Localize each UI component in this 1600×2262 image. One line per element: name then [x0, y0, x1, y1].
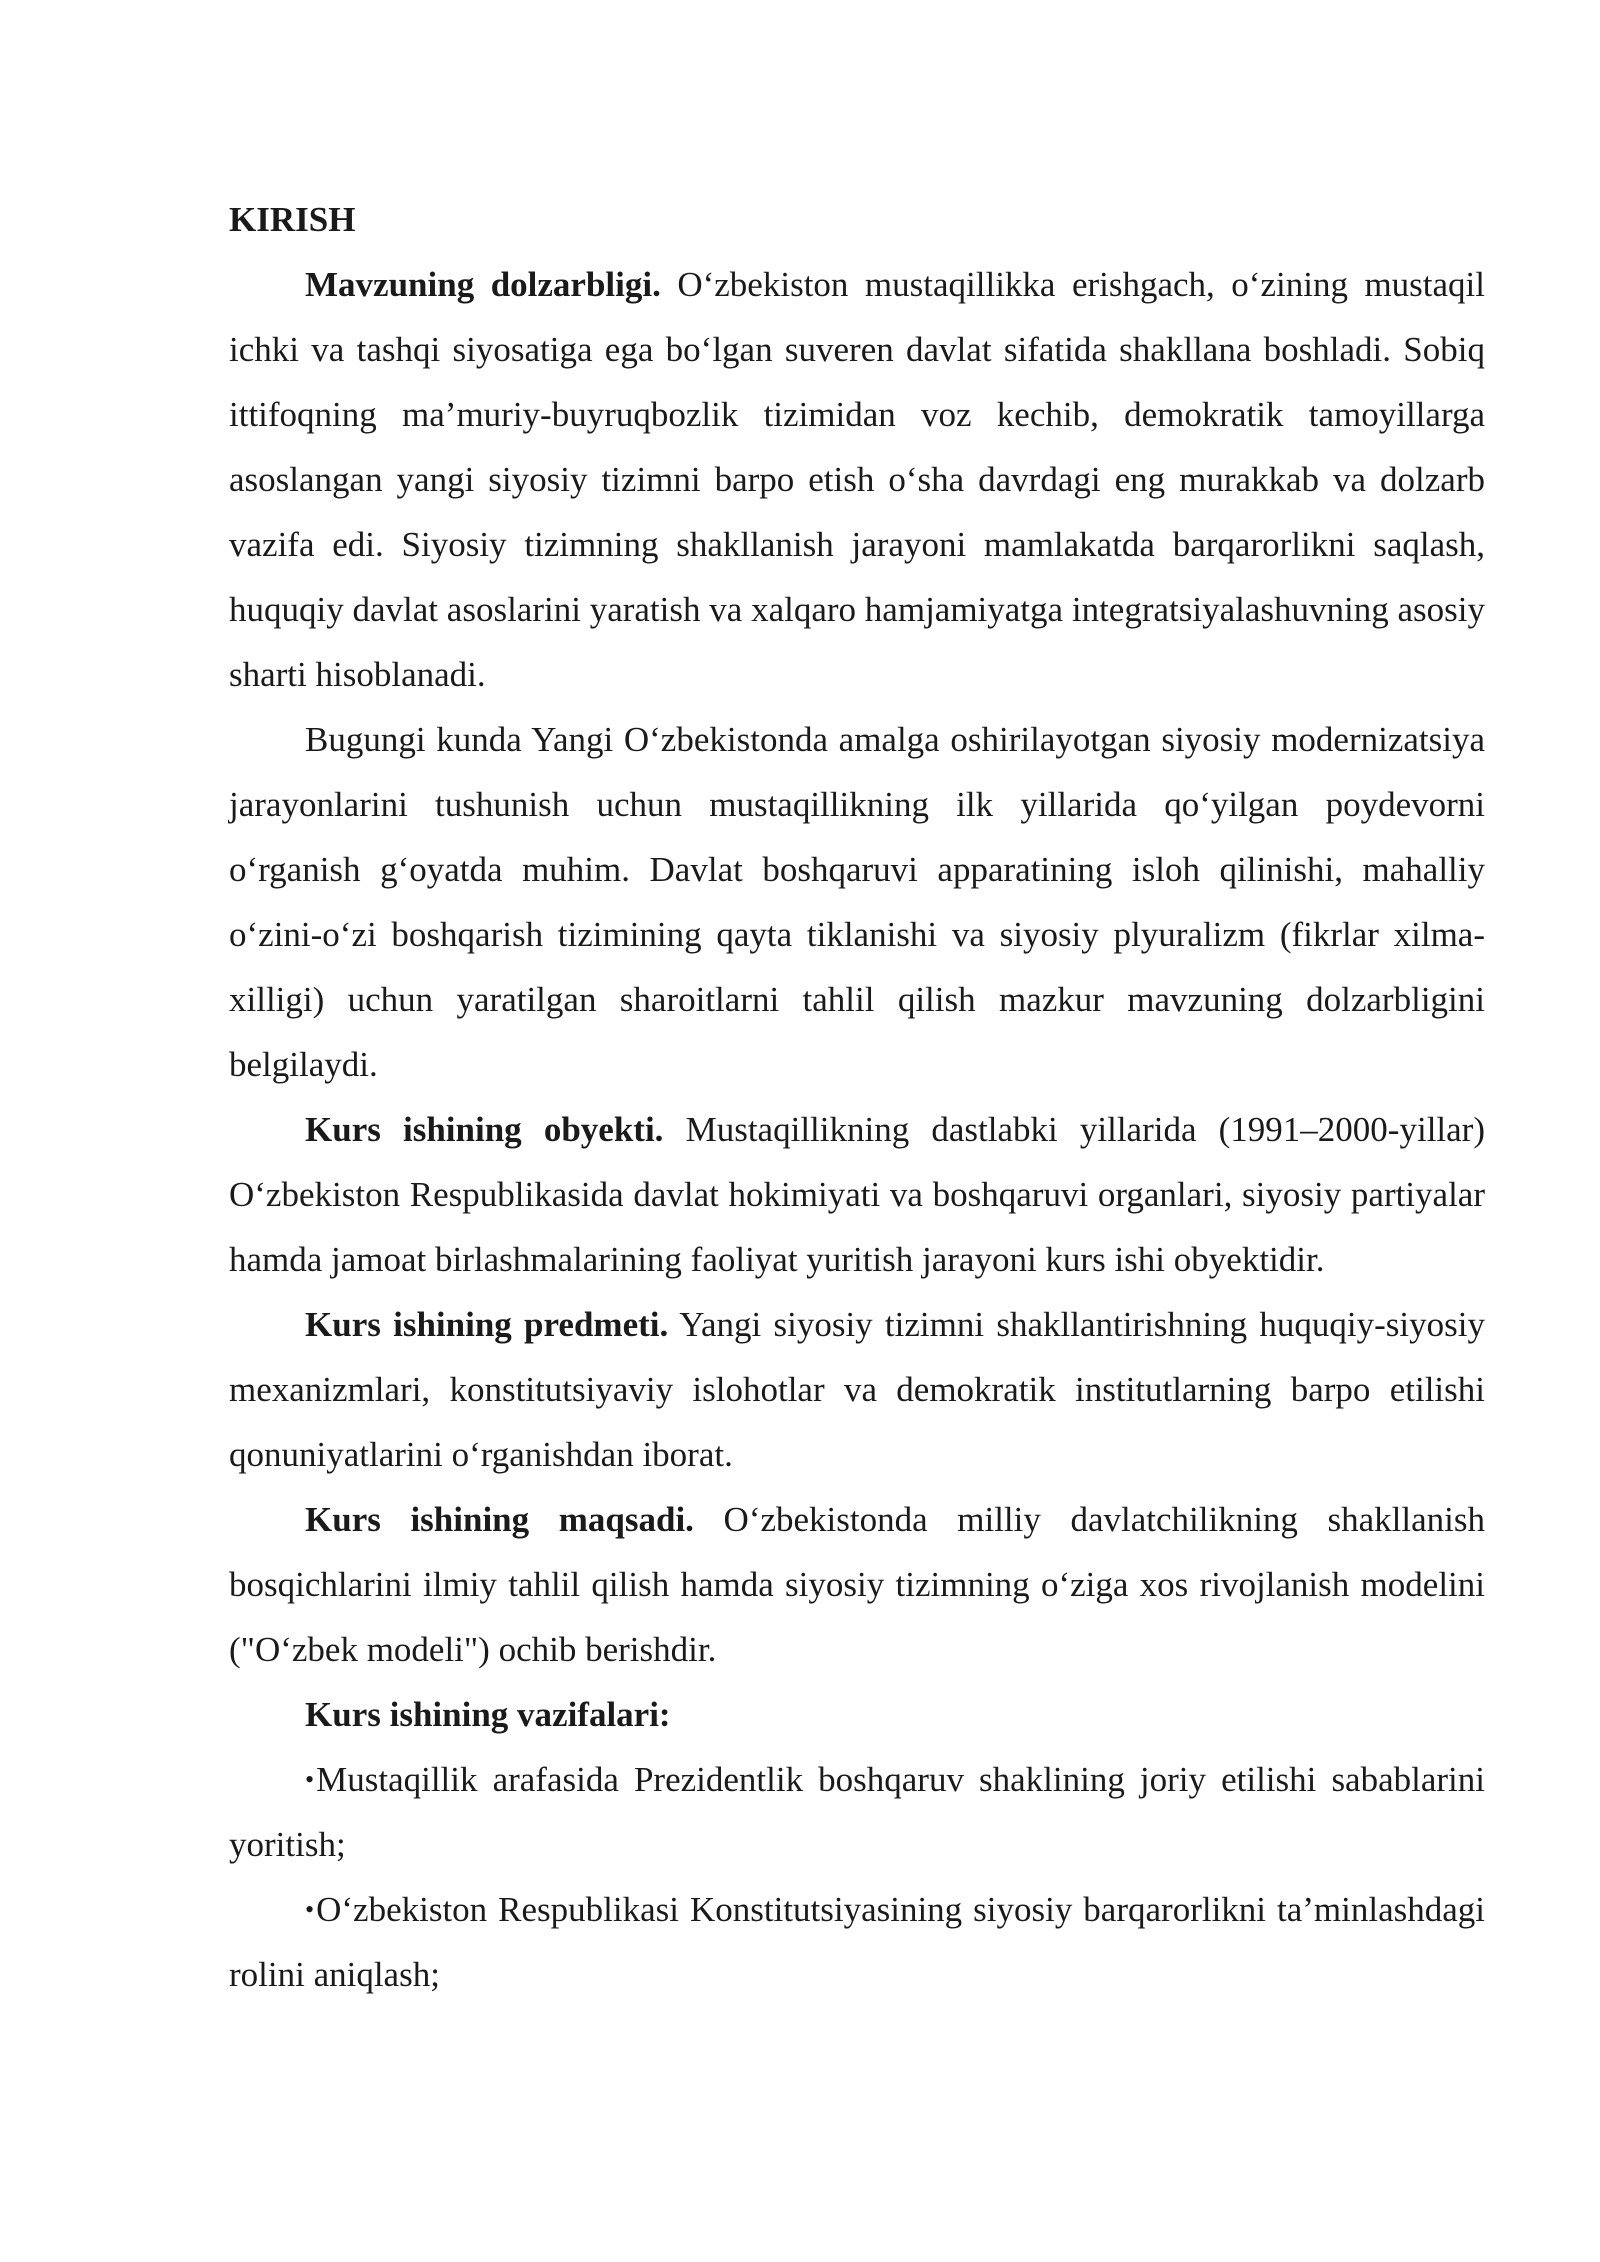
paragraph-text: O‘zbekiston mustaqillikka erishgach, o‘zining mustaqil ichki va tashqi siyosatiga ega bo‘lgan suveren davlat sifatida shakllana boshladi. Sobiq ittifoqning ma’muriy-buyruqbozlik tizimidan voz kechib, demokratik tamoyillarga asoslangan yangi siyosiy tizimni barpo etish o‘sha davrdagi eng murakkab va dolzarb vazifa edi. Siyosiy tizimning shakllanish jarayoni mamlakatda barqarorlikni saqlash, huquqiy davlat asoslarini yaratish va xalqaro hamjamiyatga integratsiyalashuvning asosiy sharti hisoblanadi.: [229, 265, 1485, 694]
task-item: [229, 1877, 1485, 2007]
paragraph-text: O‘zbekistonda milliy davlatchilikning shakllanish bosqichlarini ilmiy tahlil qilish hamda siyosiy tizimning o‘ziga xos rivojlanish modelini ("O‘zbek modeli") ochib berishdir.: [229, 1500, 1486, 1669]
document-body: [229, 187, 1485, 2007]
paragraph-goal: [229, 1487, 1485, 1682]
task-item: [229, 1747, 1485, 1877]
paragraph-today: [229, 707, 1485, 1097]
paragraph-relevance: [229, 252, 1485, 707]
section-heading: KIRISH: [229, 200, 356, 239]
paragraph-lead: Mavzuning dolzarbligi.: [305, 265, 661, 304]
bullet-icon: •: [305, 1895, 315, 1924]
task-item-text: O‘zbekiston Respublikasi Konstitutsiyasining siyosiy barqarorlikni ta’minlashdagi rolini aniqlash;: [229, 1890, 1485, 1994]
paragraph-lead: Kurs ishining predmeti.: [305, 1305, 669, 1344]
paragraph-text: Bugungi kunda Yangi O‘zbekistonda amalga oshirilayotgan siyosiy modernizatsiya jarayonlarini tushunish uchun mustaqillikning ilk yillarida qo‘yilgan poydevorni o‘rganish g‘oyatda muhim. Davlat boshqaruvi apparatining isloh qilinishi, mahalliy o‘zini-o‘zi boshqarish tizimining qayta tiklanishi va siyosiy plyuralizm (fikrlar xilma-xilligi) uchun yaratilgan sharoitlarni tahlil qilish mazkur mavzuning dolzarbligini belgilaydi.: [229, 720, 1485, 1084]
task-item-text: Mustaqillik arafasida Prezidentlik boshqaruv shaklining joriy etilishi sabablarini yoritish;: [229, 1760, 1485, 1864]
paragraph-lead: Kurs ishining maqsadi.: [305, 1500, 694, 1539]
bullet-icon: •: [305, 1765, 315, 1794]
paragraph-text: Yangi siyosiy tizimni shakllantirishning huquqiy-siyosiy mexanizmlari, konstitutsiyaviy islohotlar va demokratik institutlarning barpo etilishi qonuniyatlarini o‘rganishdan iborat.: [229, 1305, 1485, 1474]
tasks-title: Kurs ishining vazifalari:: [305, 1695, 671, 1734]
paragraph-subject: [229, 1292, 1485, 1487]
paragraph-lead: Kurs ishining obyekti.: [305, 1110, 664, 1149]
paragraph-object: [229, 1097, 1485, 1292]
paragraph-text: Mustaqillikning dastlabki yillarida (1991–2000-yillar) O‘zbekiston Respublikasida davlat hokimiyati va boshqaruvi organlari, siyosiy partiyalar hamda jamoat birlashmalarining faoliyat yuritish jarayoni kurs ishi obyektidir.: [229, 1110, 1485, 1279]
